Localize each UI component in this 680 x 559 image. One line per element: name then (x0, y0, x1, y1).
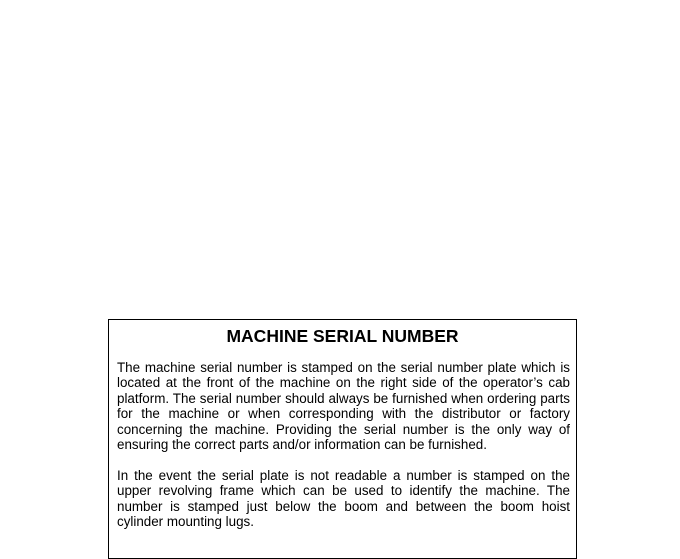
notice-title: MACHINE SERIAL NUMBER (226, 326, 459, 346)
stamped-frame-number-paragraph: In the event the serial plate is not readable a number is stamped on the upper revolving frame which can be used to identify the machine. The number is stamped just below the boom and between the boom hoist cylinder mounting lugs. (117, 468, 570, 530)
serial-number-notice-box (108, 319, 577, 559)
serial-plate-location-paragraph: The machine serial number is stamped on the serial number plate which is located at the front of the machine on the right side of the operator’s cab platform. The serial number should always be furnished when ordering parts for the machine or when corresponding with the distributor or factory concerning the machine. Providing the serial number is the only way of ensuring the correct parts and/or information can be furnished. (117, 360, 570, 453)
